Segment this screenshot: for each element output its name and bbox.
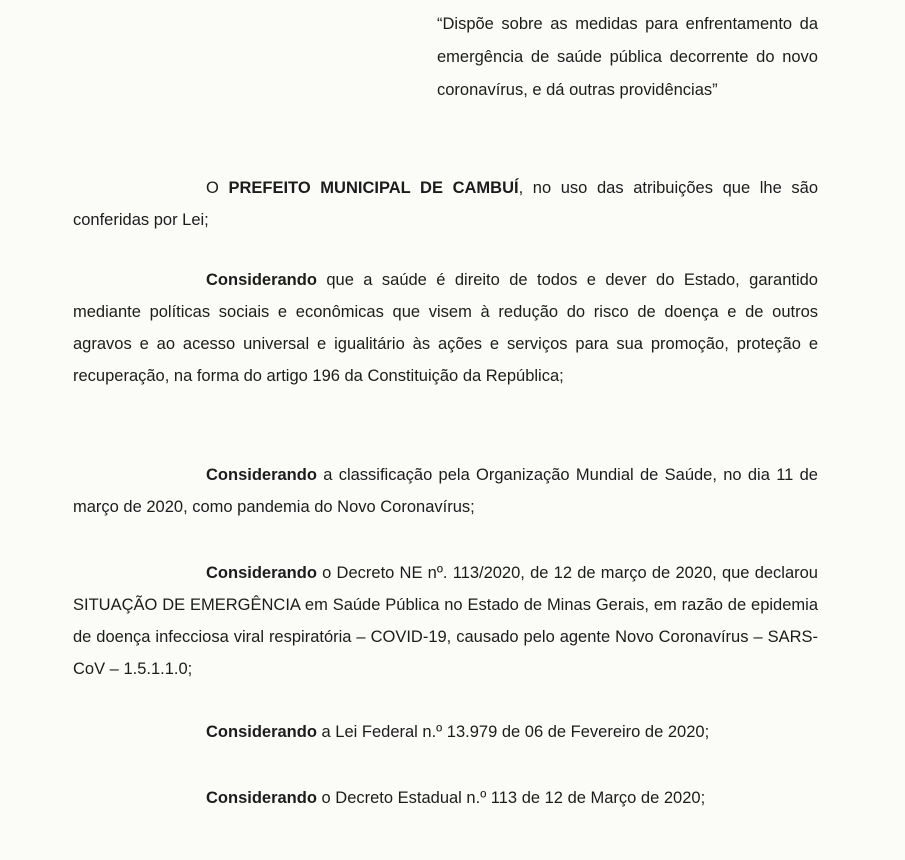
considerando-label: Considerando xyxy=(206,466,317,484)
preambulo xyxy=(73,172,818,236)
preambulo-autoridade: PREFEITO MUNICIPAL DE CAMBUÍ xyxy=(228,179,519,197)
considerando-5 xyxy=(73,782,818,814)
ementa: “Dispõe sobre as medidas para enfrentamento da emergência de saúde pública decorrente do novo coronavírus, e dá outras providências” xyxy=(437,15,818,99)
considerando-texto: a Lei Federal n.º 13.979 de 06 de Fevereiro de 2020; xyxy=(316,723,710,741)
considerando-4 xyxy=(73,716,818,748)
considerando-texto: a classificação pela Organização Mundial de Saúde, no dia 11 de março de 2020, como pandemia do Novo Coronavírus; xyxy=(73,466,818,516)
considerando-texto: que a saúde é direito de todos e dever do Estado, garantido mediante políticas sociais e econômicas que visem à redução do risco de doença e de outros agravos e ao acesso universal e igualitário às ações e serviços para sua promoção, proteção e recuperação, na forma do artigo 196 da Constituição da República; xyxy=(73,271,818,385)
considerando-label: Considerando xyxy=(206,723,317,741)
preambulo-prefix: O xyxy=(206,179,229,197)
considerando-label: Considerando xyxy=(206,271,317,289)
considerando-label: Considerando xyxy=(206,564,317,582)
considerando-3 xyxy=(73,557,818,685)
preambulo-texto: , no uso das atribuições que lhe são conferidas por Lei; xyxy=(73,179,818,229)
considerando-texto: o Decreto NE nº. 113/2020, de 12 de março de 2020, que declarou SITUAÇÃO DE EMERGÊNCIA em Saúde Pública no Estado de Minas Gerais, em razão de epidemia de doença infecciosa viral respiratória – COVID-19, causado pelo agente Novo Coronavírus – SARS-CoV – 1.5.1.1.0; xyxy=(73,564,818,678)
considerando-label: Considerando xyxy=(206,789,317,807)
considerando-texto: o Decreto Estadual n.º 113 de 12 de Março de 2020; xyxy=(316,789,706,807)
considerando-1 xyxy=(73,264,818,392)
considerando-2 xyxy=(73,459,818,523)
